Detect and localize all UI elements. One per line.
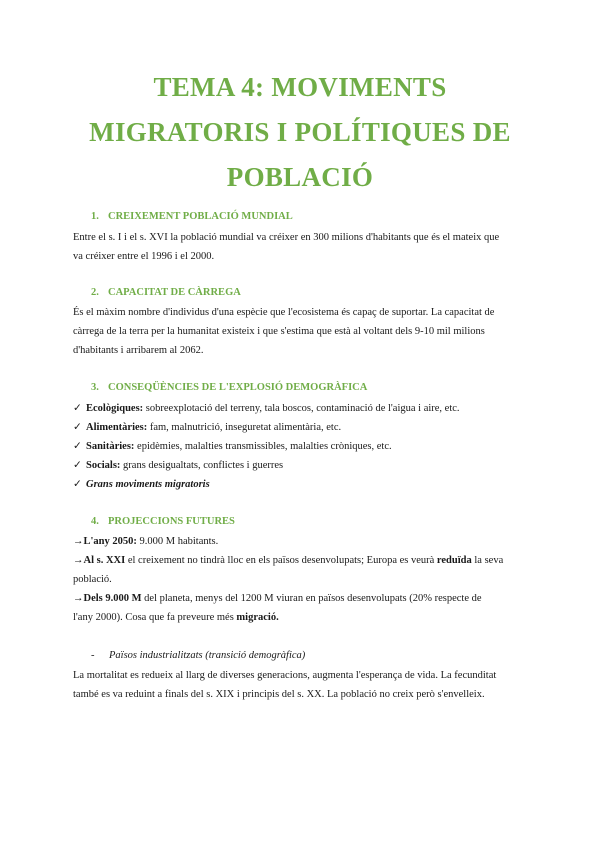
list-item-label: Alimentàries: xyxy=(86,422,148,433)
arrow-icon: → xyxy=(73,555,84,566)
arrow-icon: → xyxy=(73,593,84,604)
document-title-line-3: POBLACIÓ xyxy=(226,162,374,192)
paragraph-line: càrrega de la terra per la humanitat existeix i que s'estima que està al voltant dels 9-10 mil milions xyxy=(73,326,485,337)
checkmark-icon: ✓ xyxy=(73,460,82,471)
section-number: 4. xyxy=(91,516,99,527)
checkmark-icon: ✓ xyxy=(73,422,82,433)
section-heading-4 xyxy=(91,516,235,527)
list-item-label: Ecològiques: xyxy=(86,403,144,414)
section-heading-1 xyxy=(91,211,293,222)
paragraph-line: La mortalitat es redueix al llarg de diverses generacions, augmenta l'esperança de vida. La fecunditat xyxy=(73,670,497,681)
section-number: 1. xyxy=(91,211,99,222)
projection-text: 9.000 M habitants. xyxy=(136,536,219,547)
projection-label: Al s. XXI xyxy=(83,555,126,566)
list-item-label: Grans moviments migratoris xyxy=(86,479,210,490)
section-heading-2 xyxy=(91,287,241,298)
list-item-label: Socials: xyxy=(86,460,121,471)
section-heading-text: PROJECCIONS FUTURES xyxy=(108,516,235,527)
paragraph-line: d'habitants i arribarem al 2062. xyxy=(73,345,204,356)
projection-emphasis: reduïda xyxy=(436,555,472,566)
list-item-text: fam, malnutrició, inseguretat alimentària, etc. xyxy=(147,422,342,433)
document-title-line-2: MIGRATORIS I POLÍTIQUES DE xyxy=(89,117,511,147)
section-heading-text: CREIXEMENT POBLACIÓ MUNDIAL xyxy=(108,211,293,222)
paragraph-line: És el màxim nombre d'individus d'una espècie que l'ecosistema és capaç de suportar. La capacitat de xyxy=(73,307,495,318)
checkmark-icon: ✓ xyxy=(73,403,82,414)
paragraph-line: Entre el s. I i el s. XVI la població mundial va créixer en 300 milions d'habitants que és el mateix que xyxy=(73,232,500,243)
checkmark-icon: ✓ xyxy=(73,441,82,452)
list-item xyxy=(73,478,528,492)
projection-label: L'any 2050: xyxy=(83,536,137,547)
projection-line xyxy=(73,592,528,606)
projection-text: el creixement no tindrà lloc en els països desenvolupats; Europa es veurà xyxy=(125,555,437,566)
paragraph-line: va créixer entre el 1996 i el 2000. xyxy=(73,251,215,262)
dash-bullet: - xyxy=(91,650,95,661)
checkmark-icon: ✓ xyxy=(73,479,82,490)
projection-text: del planeta, menys del 1200 M viuran en països desenvolupats (20% respecte de xyxy=(141,593,482,604)
list-item-text: sobreexplotació del terreny, tala boscos, contaminació de l'aigua i aire, etc. xyxy=(143,403,460,414)
section-number: 3. xyxy=(91,382,99,393)
section-heading-text: CAPACITAT DE CÀRREGA xyxy=(108,287,241,298)
list-item xyxy=(73,402,528,416)
projection-text: l'any 2000). Cosa que fa preveure més xyxy=(73,612,237,623)
arrow-icon: → xyxy=(73,536,84,547)
subsection-heading xyxy=(91,650,305,661)
projection-label: Dels 9.000 M xyxy=(83,593,142,604)
list-item xyxy=(73,440,528,454)
projection-line: població. xyxy=(73,574,112,585)
section-number: 2. xyxy=(91,287,99,298)
section-heading-3 xyxy=(91,382,367,393)
projection-line xyxy=(73,611,528,625)
paragraph-line: també es va reduint a finals del s. XIX i principis del s. XX. La població no creix però s'envelleix. xyxy=(73,689,485,700)
section-heading-text: CONSEQÜÈNCIES DE L'EXPLOSIÓ DEMOGRÀFICA xyxy=(108,382,368,393)
projection-line xyxy=(73,554,528,568)
list-item xyxy=(73,459,528,473)
subsection-heading-text: Països industrialitzats (transició demogràfica) xyxy=(109,650,306,661)
list-item-text: grans desigualtats, conflictes i guerres xyxy=(120,460,284,471)
list-item xyxy=(73,421,528,435)
list-item-label: Sanitàries: xyxy=(86,441,135,452)
projection-emphasis: migració. xyxy=(236,612,279,623)
document-title-line-1: TEMA 4: MOVIMENTS xyxy=(153,72,447,102)
projection-text: la seva xyxy=(471,555,504,566)
list-item-text: epidèmies, malalties transmissibles, malalties cròniques, etc. xyxy=(134,441,392,452)
projection-line xyxy=(73,535,528,549)
